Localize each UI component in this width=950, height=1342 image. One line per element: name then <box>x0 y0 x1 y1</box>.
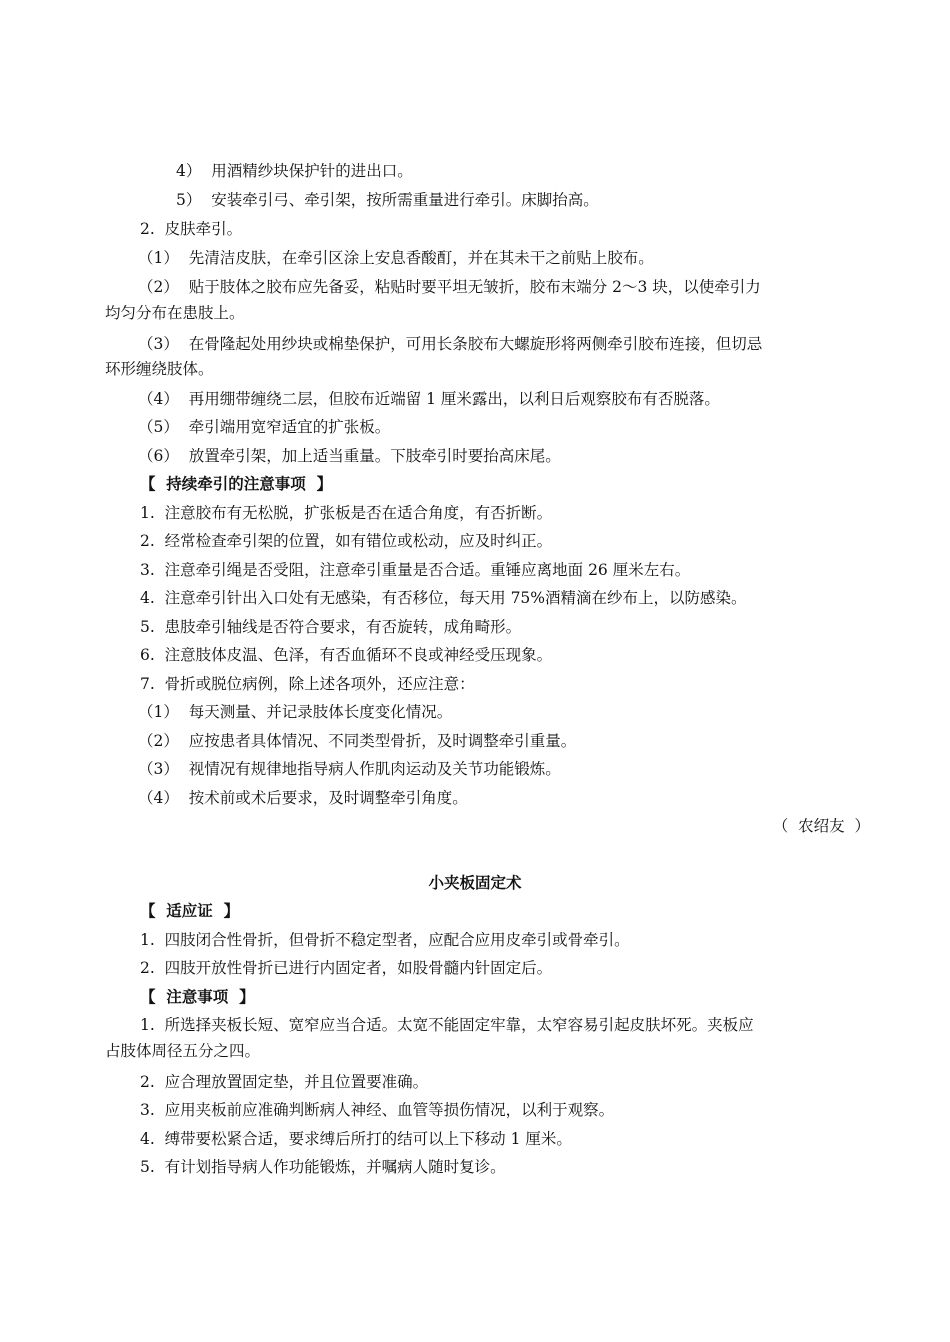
precaution-2: 2. 应合理放置固定垫，并且位置要准确。 <box>140 1073 429 1091</box>
traction-note-4: 4. 注意牵引针出入口处有无感染，有否移位，每天用 75%酒精滴在纱布上，以防感染。 <box>140 589 747 607</box>
skin-traction-item-4: （4） 再用绷带缠绕二层，但胶布近端留 1 厘米露出，以利日后观察胶布有否脱落。 <box>138 390 720 408</box>
traction-note-5: 5. 患肢牵引轴线是否符合要求，有否旋转，成角畸形。 <box>140 618 522 636</box>
precaution-3: 3. 应用夹板前应准确判断病人神经、血管等损伤情况，以利于观察。 <box>140 1101 615 1119</box>
traction-note-2: 2. 经常检查牵引架的位置，如有错位或松动，应及时纠正。 <box>140 532 553 550</box>
traction-subitem-4: （4） 按术前或术后要求，及时调整牵引角度。 <box>138 789 468 807</box>
precaution-1: 1. 所选择夹板长短、宽窄应当合适。太宽不能固定牢靠，太窄容易引起皮肤坏死。夹板应 <box>140 1016 754 1034</box>
skin-traction-item-6: （6） 放置牵引架，加上适当重量。下肢牵引时要抬高床尾。 <box>138 447 561 465</box>
skin-traction-item-3-cont: 环形缠绕肢体。 <box>105 360 214 378</box>
traction-note-6: 6. 注意肢体皮温、色泽，有否血循环不良或神经受压现象。 <box>140 646 553 664</box>
skin-traction-heading: 2. 皮肤牵引。 <box>140 220 243 238</box>
traction-note-3: 3. 注意牵引绳是否受阻，注意牵引重量是否合适。重锤应离地面 26 厘米左右。 <box>140 561 691 579</box>
traction-note-1: 1. 注意胶布有无松脱，扩张板是否在适合角度，有否折断。 <box>140 504 553 522</box>
skin-traction-item-1: （1） 先清洁皮肤，在牵引区涂上安息香酸酊，并在其未干之前贴上胶布。 <box>138 249 654 267</box>
skin-traction-item-5: （5） 牵引端用宽窄适宜的扩张板。 <box>138 418 391 436</box>
skin-traction-item-3: （3） 在骨隆起处用纱块或棉垫保护，可用长条胶布大螺旋形将两侧牵引胶布连接，但切忌 <box>138 335 763 353</box>
section-title: 小夹板固定术 <box>428 873 522 892</box>
traction-subitem-1: （1） 每天测量、并记录肢体长度变化情况。 <box>138 703 453 721</box>
traction-step-5: 5） 安装牵引弓、牵引架，按所需重量进行牵引。床脚抬高。 <box>176 191 599 209</box>
skin-traction-item-2-cont: 均匀分布在患肢上。 <box>105 304 245 322</box>
author-credit: （ 农绍友 ） <box>772 817 870 835</box>
traction-step-4: 4） 用酒精纱块保护针的进出口。 <box>176 162 413 180</box>
skin-traction-item-2: （2） 贴于肢体之胶布应先备妥，粘贴时要平坦无皱折，胶布末端分 2～3 块，以使牵引力 <box>138 278 761 296</box>
traction-subitem-2: （2） 应按患者具体情况、不同类型骨折，及时调整牵引重量。 <box>138 732 577 750</box>
precautions-heading: 【 注意事项 】 <box>140 987 255 1006</box>
traction-subitem-3: （3） 视情况有规律地指导病人作肌肉运动及关节功能锻炼。 <box>138 760 561 778</box>
precaution-4: 4. 缚带要松紧合适，要求缚后所打的结可以上下移动 1 厘米。 <box>140 1130 572 1148</box>
traction-note-7: 7. 骨折或脱位病例，除上述各项外，还应注意： <box>140 675 475 693</box>
precaution-1-cont: 占肢体周径五分之四。 <box>105 1042 261 1060</box>
indications-heading: 【 适应证 】 <box>140 901 240 920</box>
precaution-5: 5. 有计划指导病人作功能锻炼，并嘱病人随时复诊。 <box>140 1158 506 1176</box>
traction-notes-heading: 【 持续牵引的注意事项 】 <box>140 474 333 493</box>
indication-1: 1. 四肢闭合性骨折，但骨折不稳定型者，应配合应用皮牵引或骨牵引。 <box>140 931 630 949</box>
indication-2: 2. 四肢开放性骨折已进行内固定者，如股骨髓内针固定后。 <box>140 959 553 977</box>
